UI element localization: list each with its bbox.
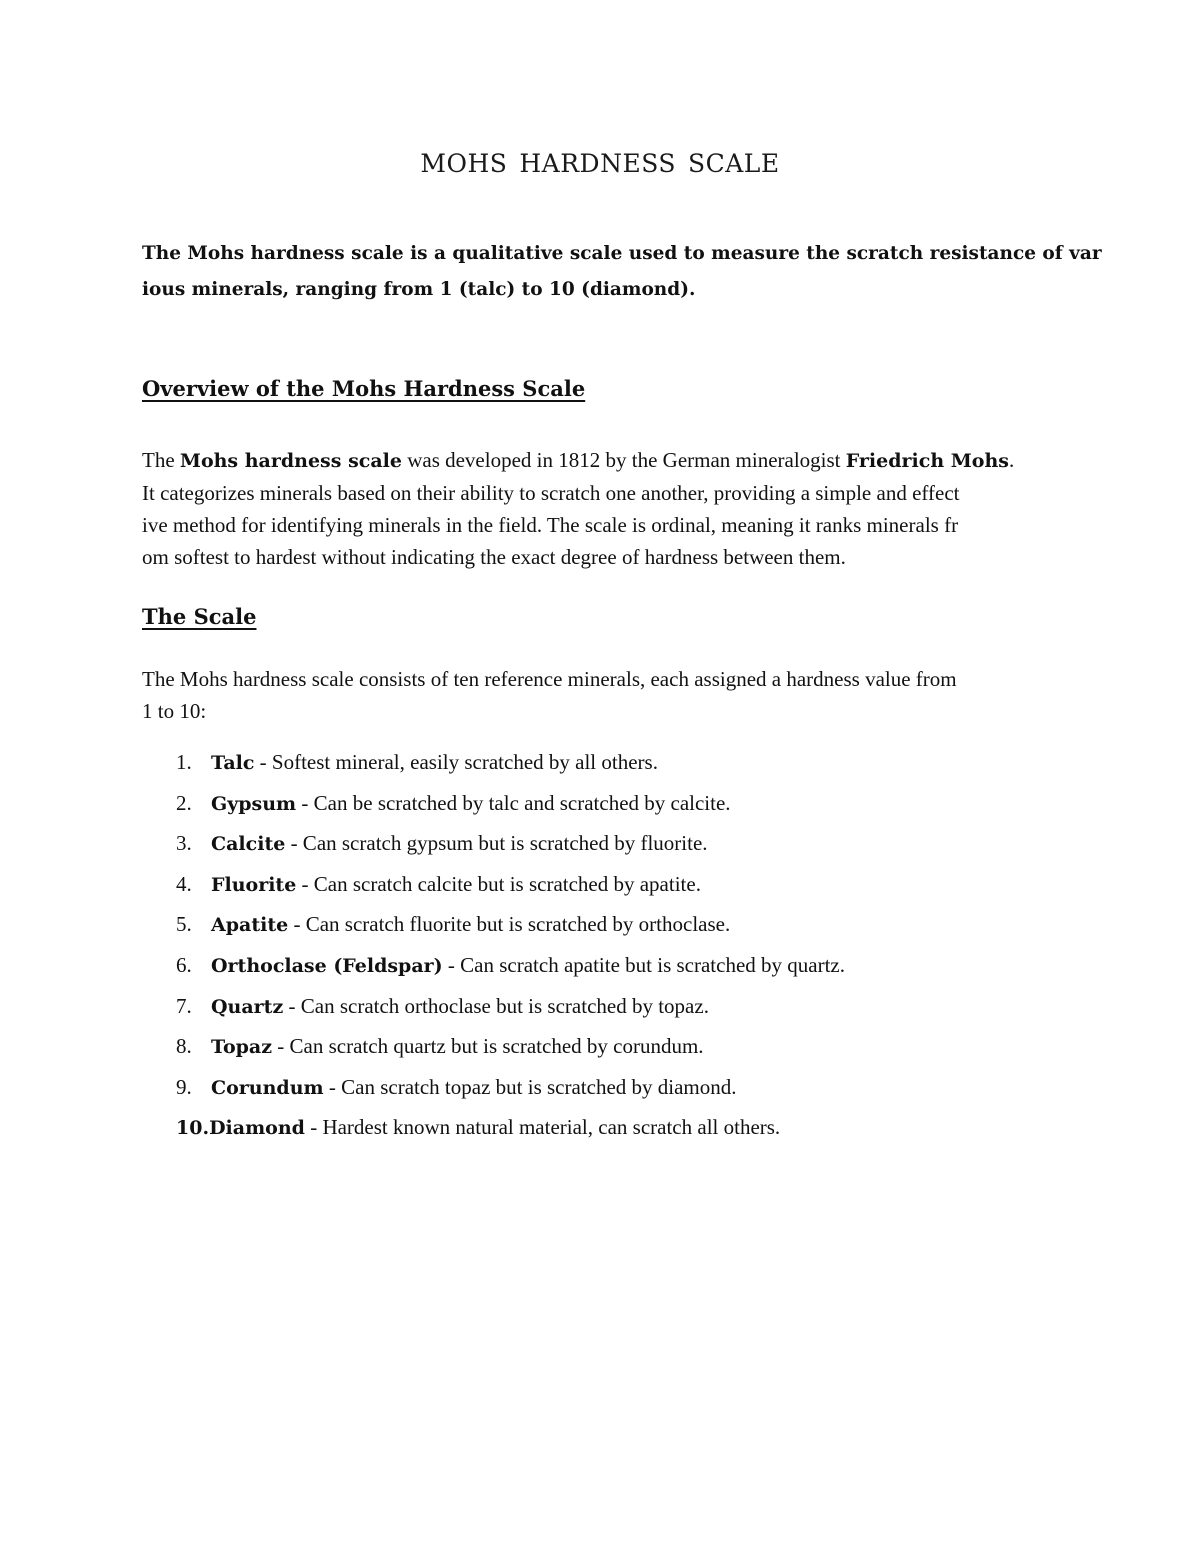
- list-item-body: [211, 947, 845, 984]
- list-item-number: 3.: [176, 831, 192, 856]
- list-item-number: 2.: [176, 790, 192, 815]
- list-item: [0, 825, 1200, 866]
- list-item: [0, 988, 1200, 1029]
- intro-line-2: ious minerals, ranging from 1 (talc) to 10 (diamond).: [142, 279, 696, 300]
- scale-paragraph: [142, 663, 1072, 727]
- mineral-description: - Can scratch apatite but is scratched by quartz.: [442, 952, 845, 977]
- mineral-description: - Hardest known natural material, can scratch all others.: [304, 1115, 781, 1140]
- list-item-body: [211, 1028, 704, 1065]
- list-item: [0, 785, 1200, 826]
- list-item-number: [176, 1109, 780, 1146]
- list-item: [0, 866, 1200, 907]
- list-item-number: 1.: [176, 750, 192, 774]
- scale-heading: The Scale: [142, 604, 257, 629]
- list-item: [0, 1109, 1200, 1150]
- mineral-list: [0, 744, 1200, 1150]
- list-item-body: [211, 866, 701, 903]
- mineral-description: - Can be scratched by talc and scratched by calcite.: [296, 790, 731, 815]
- list-item: [0, 906, 1200, 947]
- list-item-body: [211, 906, 730, 943]
- mineral-description: - Can scratch topaz but is scratched by diamond.: [323, 1074, 737, 1099]
- overview-line-1-mid: was developed in 1812 by the German mineralogist: [401, 448, 846, 472]
- list-item-number: 9.: [176, 1074, 192, 1099]
- page-title: mohs hardness scale: [420, 140, 780, 181]
- overview-line-1-post: .: [1008, 448, 1015, 472]
- mineral-name: Fluorite: [211, 873, 297, 896]
- overview-line-2: It categorizes minerals based on their ability to scratch one another, providing a simple and effect: [142, 481, 960, 505]
- list-item-number: 6.: [176, 952, 192, 977]
- overview-bold-mohs: Friedrich Mohs: [845, 450, 1009, 472]
- scale-line-2: 1 to 10:: [142, 699, 207, 723]
- overview-line-1: [142, 444, 1072, 477]
- mineral-description: - Can scratch orthoclase but is scratched by topaz.: [283, 993, 709, 1018]
- mineral-name: Corundum: [211, 1076, 324, 1099]
- mineral-description: - Can scratch quartz but is scratched by corundum.: [272, 1034, 704, 1059]
- overview-line-4: om softest to hardest without indicating the exact degree of hardness between them.: [142, 545, 846, 569]
- mineral-name: Calcite: [211, 833, 286, 856]
- list-item-body: [211, 785, 731, 822]
- mineral-description: - Can scratch fluorite but is scratched by orthoclase.: [288, 912, 731, 937]
- mineral-name: Quartz: [211, 995, 284, 1018]
- overview-line-1-pre: The: [142, 448, 180, 472]
- mineral-description: - Can scratch gypsum but is scratched by fluorite.: [285, 831, 708, 856]
- list-item-body: [211, 988, 709, 1025]
- list-item-number: 5.: [176, 912, 192, 937]
- overview-heading: Overview of the Mohs Hardness Scale: [142, 376, 586, 401]
- overview-paragraph: [142, 444, 1072, 573]
- intro-paragraph: [142, 236, 1102, 308]
- mineral-name: Gypsum: [211, 792, 297, 815]
- mineral-name: Diamond: [209, 1117, 305, 1140]
- list-item-number: 4.: [176, 871, 192, 896]
- overview-bold-scale: Mohs hardness scale: [179, 450, 402, 472]
- mineral-description: - Can scratch calcite but is scratched by apatite.: [296, 871, 701, 896]
- mineral-description: - Softest mineral, easily scratched by all others.: [254, 750, 658, 774]
- list-item-number: 7.: [176, 993, 192, 1018]
- scale-line-1: The Mohs hardness scale consists of ten reference minerals, each assigned a hardness value from: [142, 667, 957, 691]
- list-item: [0, 1028, 1200, 1069]
- last-number: 10.: [176, 1117, 210, 1140]
- list-item: [0, 1069, 1200, 1110]
- intro-line-1: The Mohs hardness scale is a qualitative scale used to measure the scratch resistance of var: [142, 243, 1102, 264]
- list-item-body: [211, 825, 708, 862]
- list-item-number: 8.: [176, 1034, 192, 1059]
- list-item-body: [211, 1069, 737, 1106]
- mineral-name: Orthoclase (Feldspar): [211, 954, 443, 977]
- mineral-name: Apatite: [211, 914, 289, 937]
- list-item-body: [211, 744, 658, 781]
- mineral-name: Topaz: [211, 1036, 273, 1059]
- mineral-name: Talc: [211, 752, 255, 774]
- overview-line-3: ive method for identifying minerals in the field. The scale is ordinal, meaning it ranks minerals fr: [142, 513, 959, 537]
- list-item: [0, 947, 1200, 988]
- list-item: [0, 744, 1200, 785]
